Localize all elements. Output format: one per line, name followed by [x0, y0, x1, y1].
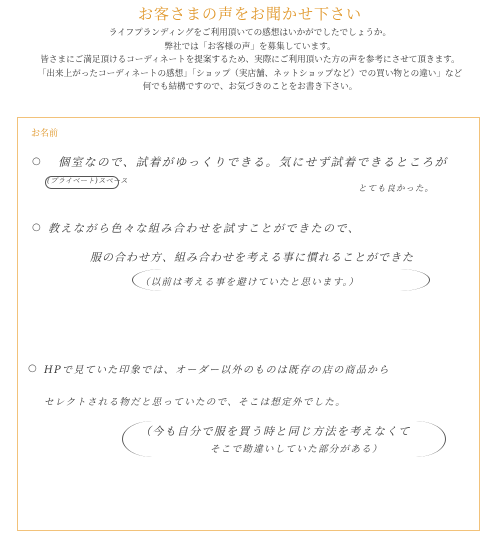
intro-line: ライフプランディングをご利用頂いての感想はいかがでしたでしょうか。	[108, 28, 392, 38]
intro-line: 何でも結構ですので、お気づきのことをお書き下さい。	[142, 82, 358, 92]
page-title: お客さまの声をお聞かせ下さい	[137, 5, 362, 23]
bullet-icon: ○	[32, 222, 41, 233]
bullet-icon: ○	[28, 363, 37, 374]
handwritten-line: 教えながら色々な組み合わせを試すことができたので、	[48, 222, 361, 235]
intro-line: 「出来上がったコーディネートの感想」「ショップ（実店舗、ネットショップなど）での買い物との違い」など	[37, 68, 463, 79]
handwritten-line: 個室なので、試着がゆっくりできる。気にせず試着できるところが	[58, 155, 448, 169]
intro-text	[0, 27, 500, 95]
handwritten-line: （今も自分で服を買う時と同じ方法を考えなくて	[140, 425, 411, 438]
intro-line: 弊社では「お客様の声」を募集しています。	[164, 41, 336, 52]
handwritten-line: HPで見ていた印象では、オーダー以外のものは既存の店の商品から	[44, 365, 390, 376]
handwritten-line: （以前は考える事を避けていたと思います。）	[140, 277, 360, 288]
bullet-icon: ○	[32, 156, 41, 167]
handwritten-line: そこで勘違いしていた部分がある）	[210, 444, 383, 455]
name-label: お名前	[31, 129, 59, 139]
intro-line: 皆さまにご満足頂けるコーディネートを提案するため、実際にご利用頂いた方の声を参考にさせて頂きます。	[40, 55, 460, 65]
handwritten-annotation: とても良かった。	[358, 184, 435, 194]
handwritten-line: 服の合わせ方、組み合わせを考える事に慣れることができた	[90, 251, 414, 264]
handwritten-line: セレクトされる物だと思っていたので、そこは想定外でした。	[44, 397, 347, 408]
handwritten-annotation: (プライベート)スペース	[47, 177, 128, 185]
feedback-form	[17, 117, 480, 531]
